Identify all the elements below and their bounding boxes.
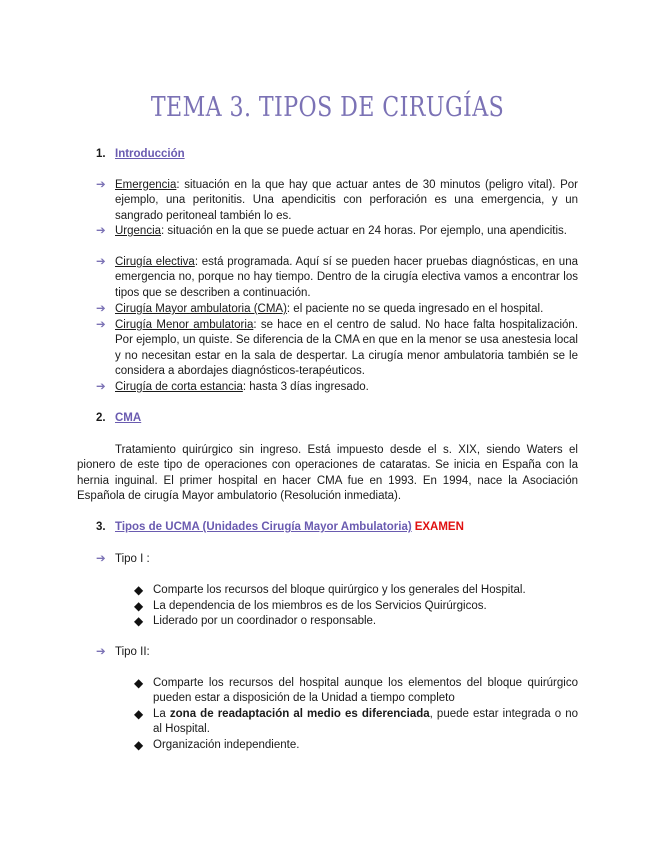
bullet-item: ◆ Comparte los recursos del hospital aunque los elementos del bloque quirúrgico pueden estar a disposición de la Unidad a tiempo completo: [134, 676, 578, 705]
term: Cirugía electiva: [115, 256, 195, 268]
arrow-right-icon: ➔: [96, 646, 106, 658]
term: Urgencia: [115, 225, 162, 237]
definition: : está programada. Aquí sí se pueden hacer pruebas diagnósticas, en una emergencia no, porque no hay tiempo. Dentro de la cirugía electiva vamos a encontrar los tipos que se describen a continuación.: [115, 256, 578, 299]
term: Cirugía Mayor ambulatoria (CMA): [115, 303, 287, 315]
arrow-right-icon: ➔: [96, 381, 106, 393]
bullet-item: ◆ La dependencia de los miembros es de los Servicios Quirúrgicos.: [134, 599, 487, 613]
arrow-right-icon: ➔: [96, 303, 106, 315]
arrow-right-icon: ➔: [96, 319, 106, 331]
diamond-bullet-icon: ◆: [134, 583, 144, 597]
section-number: 2.: [96, 412, 106, 424]
bullet-item: ◆ La zona de readaptación al medio es diferenciada, puede estar integrada o no al Hospital.: [134, 707, 578, 736]
list-item-cirugia-electiva: [96, 255, 578, 301]
list-item-emergencia: [96, 178, 578, 224]
list-item-urgencia: [96, 224, 578, 239]
term: Emergencia: [115, 179, 177, 191]
section-heading-introduccion: [96, 148, 185, 160]
diamond-bullet-icon: ◆: [134, 676, 144, 690]
section-title: Tipos de UCMA (Unidades Cirugía Mayor Ambulatoria): [115, 521, 412, 533]
arrow-right-icon: ➔: [96, 553, 106, 565]
tipo-ii-label: ➔ Tipo II:: [96, 645, 150, 660]
section-number: 3.: [96, 521, 106, 533]
section-title: Introducción: [115, 148, 185, 160]
tipo-i-label: ➔ Tipo I :: [96, 552, 150, 567]
diamond-bullet-icon: ◆: [134, 738, 144, 752]
term: Cirugía Menor ambulatoria: [115, 319, 254, 331]
arrow-right-icon: ➔: [96, 179, 106, 191]
term: Cirugía de corta estancia: [115, 381, 243, 393]
section-heading-tipos-ucma: [96, 521, 464, 533]
list-item-cma: [96, 302, 578, 317]
arrow-right-icon: ➔: [96, 256, 106, 268]
definition: : situación en la que hay que actuar antes de 30 minutos (peligro vital). Por ejemplo, una peritonitis. Una apendicitis con perforación es una emergencia, y un sangrado peritoneal también lo es.: [115, 179, 578, 222]
list-item-corta-estancia: [96, 380, 578, 395]
section-number: 1.: [96, 148, 106, 160]
bullet-item: ◆ Organización independiente.: [134, 738, 300, 752]
definition: : situación en la que se puede actuar en 24 horas. Por ejemplo, una apendicitis.: [161, 225, 567, 237]
arrow-right-icon: ➔: [96, 225, 106, 237]
emphasis: zona de readaptación al medio es diferenciada: [169, 708, 430, 720]
exam-badge: EXAMEN: [414, 521, 464, 533]
page-title: TEMA 3. TIPOS DE CIRUGÍAS: [150, 92, 505, 123]
definition: : el paciente no se queda ingresado en el hospital.: [286, 303, 544, 315]
bullet-item: ◆ Comparte los recursos del bloque quirúrgico y los generales del Hospital.: [134, 583, 526, 597]
diamond-bullet-icon: ◆: [134, 614, 144, 628]
bullet-item: ◆ Liderado por un coordinador o responsable.: [134, 614, 377, 628]
list-item-cirugia-menor: [96, 318, 578, 379]
cma-paragraph: Tratamiento quirúrgico sin ingreso. Está impuesto desde el s. XIX, siendo Waters el pionero de este tipo de operaciones con operaciones de cataratas. Se inicia en España con la hernia inguinal. El primer hospital en hacer CMA fue en 1993. En 1994, nace la Asociación Española de cirugía Mayor ambulatorio (Resolución inmediata).: [77, 444, 578, 502]
diamond-bullet-icon: ◆: [134, 599, 144, 613]
definition: : se hace en el centro de salud. No hace falta hospitalización. Por ejemplo, un quiste. Se diferencia de la CMA en que en la menor se usa anestesia local y no necesitan estar en la sala de despertar. La cirugía menor ambulatoria también se le considera a abordajes diagnósticos-terapéuticos.: [115, 319, 578, 377]
section-heading-cma: [96, 412, 141, 424]
definition: : hasta 3 días ingresado.: [242, 381, 369, 393]
section-title: CMA: [115, 412, 142, 424]
diamond-bullet-icon: ◆: [134, 707, 144, 721]
